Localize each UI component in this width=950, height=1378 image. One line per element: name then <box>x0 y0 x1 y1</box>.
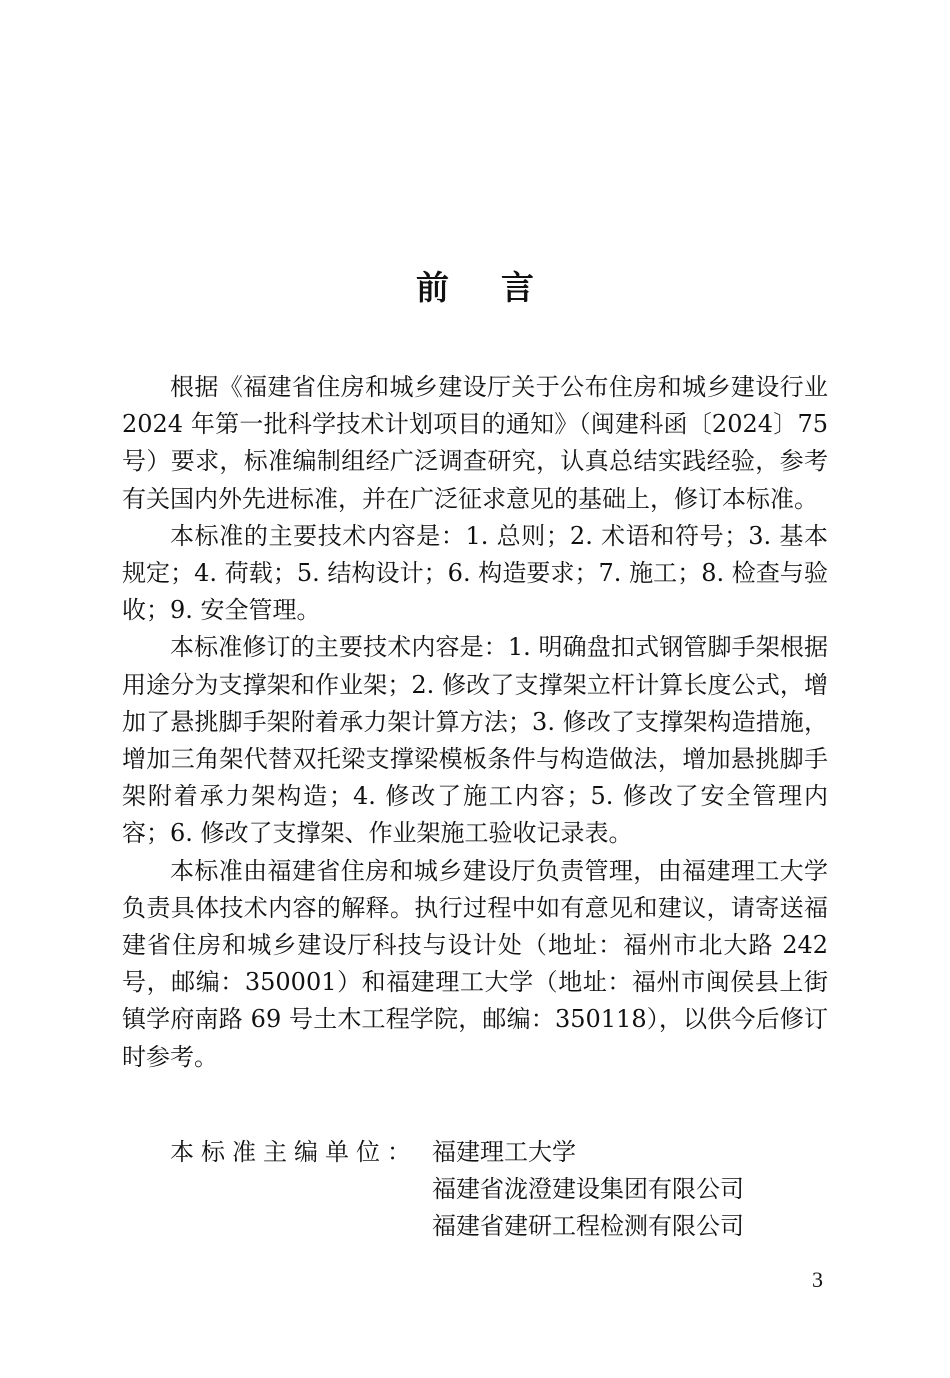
chief-editor-unit: 福建省泷澄建设集团有限公司 <box>432 1175 744 1203</box>
paragraph-basis: 根据《福建省住房和城乡建设厅关于公布住房和城乡建设行业 2024 年第一批科学技术计划项目的通知》（闽建科函〔2024〕75 号）要求，标准编制组经广泛调查研究，认真总结实践经验，参考有关国内外先进标准，并在广泛征求意见的基础上，修订本标准。 <box>122 373 828 513</box>
paragraph-main-content: 本标准的主要技术内容是：1. 总则；2. 术语和符号；3. 基本规定；4. 荷载；5. 结构设计；6. 构造要求；7. 施工；8. 检查与验收；9. 安全管理。 <box>122 521 828 625</box>
chief-editor-unit: 福建理工大学 <box>432 1138 576 1166</box>
preface-body <box>122 369 828 1076</box>
paragraph-management: 本标准由福建省住房和城乡建设厅负责管理，由福建理工大学负责具体技术内容的解释。执行过程中如有意见和建议，请寄送福建省住房和城乡建设厅科技与设计处（地址：福州市北大路 242 号，邮编：350001）和福建理工大学（地址：福州市闽侯县上街镇学府南路 69 号土木工程学院，邮编：350118），以供今后修订时参考。 <box>122 856 828 1071</box>
chief-editor-label: 本标准主编单位： <box>170 1138 418 1166</box>
page-number: 3 <box>812 1267 823 1292</box>
page-title: 前言 <box>416 268 586 307</box>
paragraph-revision-content: 本标准修订的主要技术内容是：1. 明确盘扣式钢管脚手架根据用途分为支撑架和作业架；2. 修改了支撑架立杆计算长度公式，增加了悬挑脚手架附着承力架计算方法；3. 修改了支撑架构造措施，增加三角架代替双托梁支撑梁模板条件与构造做法，增加悬挑脚手架附着承力架构造；4. 修改了施工内容；5. 修改了安全管理内容；6. 修改了支撑架、作业架施工验收记录表。 <box>122 633 828 848</box>
chief-editor-unit: 福建省建研工程检测有限公司 <box>432 1212 744 1240</box>
chief-editor-list <box>432 1134 744 1245</box>
